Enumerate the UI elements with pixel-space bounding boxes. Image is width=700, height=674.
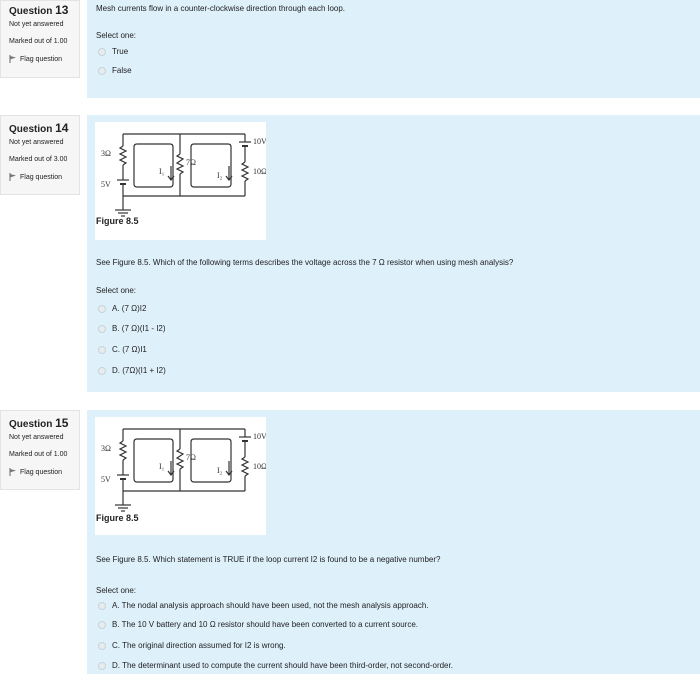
option-a[interactable]: A. The nodal analysis approach should have been used, not the mesh analysis approach. [98, 601, 429, 610]
label-i2: I₂ [217, 466, 223, 475]
question-14 [0, 115, 700, 392]
question-info [0, 115, 80, 195]
radio-button[interactable] [98, 305, 106, 313]
question-state: Not yet answered [9, 21, 64, 28]
label-v1: 5V [101, 180, 111, 189]
label-v2: 10V [253, 137, 266, 146]
question-content [87, 410, 700, 674]
label-v2: 10V [253, 432, 266, 441]
label-r2: 7Ω [186, 453, 196, 462]
radio-button[interactable] [98, 48, 106, 56]
label-r3: 10Ω [253, 462, 266, 471]
question-content [87, 0, 700, 98]
label-i1: I₁ [159, 462, 165, 471]
select-one-label: Select one: [96, 586, 137, 595]
option-false[interactable]: False [98, 66, 132, 75]
option-b[interactable]: B. (7 Ω)(I1 - I2) [98, 324, 166, 333]
question-grade: Marked out of 1.00 [9, 451, 68, 458]
flag-icon [9, 173, 17, 181]
question-13 [0, 0, 700, 98]
question-text: Mesh currents flow in a counter-clockwise direction through each loop. [96, 4, 346, 13]
label-r1: 3Ω [101, 444, 111, 453]
option-a[interactable]: A. (7 Ω)I2 [98, 304, 146, 313]
option-c[interactable]: C. (7 Ω)I1 [98, 345, 147, 354]
label-r3: 10Ω [253, 167, 266, 176]
question-info [0, 0, 80, 78]
flag-icon [9, 468, 17, 476]
question-15 [0, 410, 700, 674]
question-number: Question 15 [9, 416, 69, 430]
option-d[interactable]: D. (7Ω)(I1 + I2) [98, 366, 166, 375]
question-content [87, 115, 700, 392]
radio-button[interactable] [98, 602, 106, 610]
question-number: Question 13 [9, 3, 69, 17]
label-i1: I₁ [159, 167, 165, 176]
radio-button[interactable] [98, 642, 106, 650]
question-state: Not yet answered [9, 139, 64, 146]
radio-button[interactable] [98, 621, 106, 629]
option-c[interactable]: C. The original direction assumed for I2 is wrong. [98, 641, 286, 650]
select-one-label: Select one: [96, 286, 137, 295]
radio-button[interactable] [98, 367, 106, 375]
flag-icon [9, 55, 17, 63]
question-text: See Figure 8.5. Which of the following terms describes the voltage across the 7 Ω resistor when using mesh analysis? [96, 258, 514, 267]
flag-question-link[interactable]: Flag question [9, 468, 79, 476]
question-grade: Marked out of 1.00 [9, 38, 68, 45]
select-one-label: Select one: [96, 31, 137, 40]
figure-caption: Figure 8.5 [96, 216, 139, 226]
question-state: Not yet answered [9, 434, 64, 441]
label-v1: 5V [101, 475, 111, 484]
label-r2: 7Ω [186, 158, 196, 167]
question-info [0, 410, 80, 490]
radio-button[interactable] [98, 325, 106, 333]
flag-question-link[interactable]: Flag question [9, 55, 79, 63]
option-b[interactable]: B. The 10 V battery and 10 Ω resistor should have been converted to a current source. [98, 620, 418, 629]
radio-button[interactable] [98, 662, 106, 670]
flag-question-link[interactable]: Flag question [9, 173, 79, 181]
label-r1: 3Ω [101, 149, 111, 158]
radio-button[interactable] [98, 346, 106, 354]
option-true[interactable]: True [98, 47, 128, 56]
radio-button[interactable] [98, 67, 106, 75]
option-d[interactable]: D. The determinant used to compute the current should have been third-order, not second-order. [98, 661, 453, 670]
question-number: Question 14 [9, 121, 69, 135]
question-grade: Marked out of 3.00 [9, 156, 68, 163]
label-i2: I₂ [217, 171, 223, 180]
question-text: See Figure 8.5. Which statement is TRUE if the loop current I2 is found to be a negative number? [96, 555, 441, 564]
figure-caption: Figure 8.5 [96, 513, 139, 523]
